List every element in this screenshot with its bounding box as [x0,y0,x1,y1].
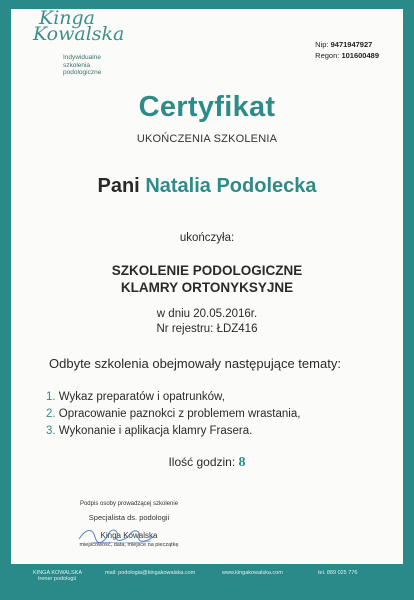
footer-role: trener podologii [38,576,76,582]
company-ids [315,39,379,61]
topic-text: Wykonanie i aplikacja klamry Frasera. [58,425,253,437]
signature-caption: Podpis osoby prowadzącej szkolenie [79,501,179,507]
footer-name: KINGA KOWALSKA [33,570,83,576]
stamp-name: Kinga Kowalska [100,531,158,540]
footer-bar [0,568,414,600]
logo-sub-3: podologiczne [63,69,102,76]
certificate-subtitle: UKOŃCZENIA SZKOLENIA [136,133,278,145]
nip-line [315,39,379,50]
course-line-1: SZKOLENIE PODOLOGICZNE [111,263,303,278]
list-item [46,389,300,406]
regon-value: 101600489 [341,51,379,60]
list-item [46,423,300,440]
logo-sub-2: szkolenia [63,61,91,69]
recipient-full-name: Natalia Podolecka [145,175,317,197]
completed-label: ukończyła: [179,232,235,244]
footer-name-block [33,570,82,582]
topic-text: Opracowanie paznokci z problemem wrastania, [58,408,301,420]
topic-text: Wykaz preparatów i opatrunków, [58,391,225,403]
handwritten-signature [73,521,163,551]
stamp-specialist: Specjalista ds. podologii [88,513,170,522]
brand-logo [33,7,125,76]
topics-list [46,389,300,440]
hours-label: Ilość godzin: [168,455,236,469]
stamp-place-caption: miejscowość, data, miejsce na pieczątkę [79,542,179,548]
salutation: Pani [97,175,140,197]
logo-subtitle [63,54,143,77]
certificate-title: Certyfikat [138,91,276,123]
logo-line-1: Kinga [39,7,95,29]
hours-value: 8 [238,455,246,470]
registry-number: Nr rejestru: ŁDZ416 [156,323,258,335]
nip-value: 9471947927 [330,40,373,49]
nip-label: Nip: [315,40,329,49]
footer-phone: tel. 889 025 776 [318,570,358,576]
topic-number: 3. [46,425,56,437]
recipient-name [11,175,403,198]
course-title [11,262,403,296]
logo-sub-1: Indywidualne [63,54,101,61]
list-item [46,406,300,423]
logo-line-2: Kowalska [33,23,125,45]
certificate-sheet [11,9,403,564]
footer-email: mail: podologia@kingakowalska.com [105,570,196,576]
logo-script [33,9,124,43]
hours-line [11,455,403,471]
footer-website: www.kingakowalska.com [222,570,283,576]
topics-heading: Odbyte szkolenia obejmowały następujące tematy: [49,356,341,371]
topic-number: 1. [46,391,56,403]
topic-number: 2. [46,408,56,420]
regon-line [315,50,379,61]
course-line-2: KLAMRY ORTONYKSYJNE [120,280,294,295]
regon-label: Regon: [315,51,340,60]
course-date: w dniu 20.05.2016r. [156,308,258,320]
